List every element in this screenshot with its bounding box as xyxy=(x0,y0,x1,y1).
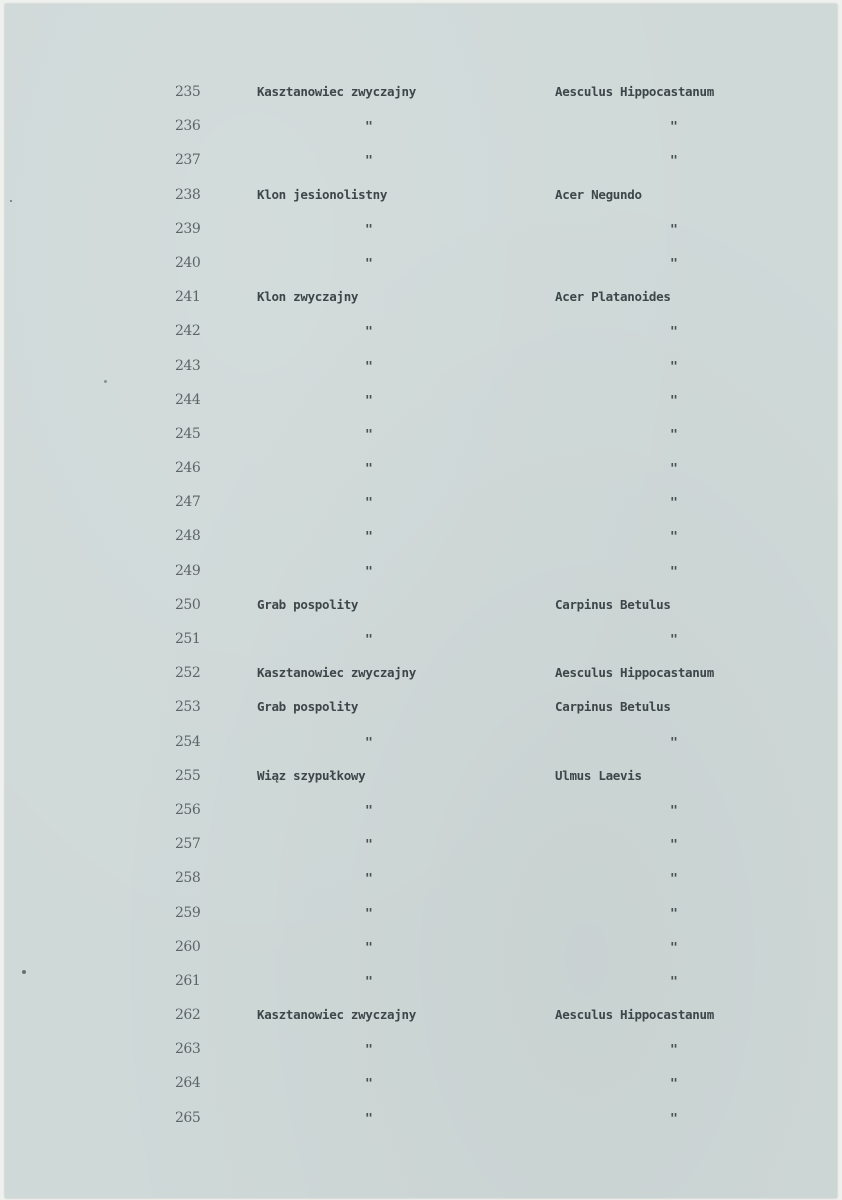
table-row xyxy=(5,563,837,597)
entry-number: 250 xyxy=(175,596,201,613)
ditto-mark: " xyxy=(670,1043,678,1059)
ditto-mark: " xyxy=(670,906,678,922)
ditto-mark: " xyxy=(670,735,678,751)
ditto-mark: " xyxy=(670,1077,678,1093)
table-row xyxy=(5,152,837,186)
ditto-mark: " xyxy=(670,872,678,888)
table-row xyxy=(5,973,837,1007)
ditto-mark: " xyxy=(670,496,678,512)
entry-number: 252 xyxy=(175,665,201,682)
ditto-mark: " xyxy=(670,427,678,443)
ditto-mark: " xyxy=(365,974,373,990)
polish-name: Kasztanowiec zwyczajny xyxy=(257,84,416,99)
margin-speck xyxy=(104,380,107,383)
entry-number: 246 xyxy=(175,460,201,477)
entry-number: 258 xyxy=(175,870,201,887)
ditto-mark: " xyxy=(670,633,678,648)
latin-name: Carpinus Betulus xyxy=(555,596,671,612)
ditto-mark: " xyxy=(365,359,373,375)
ditto-mark: " xyxy=(365,1043,373,1059)
ditto-mark: " xyxy=(365,154,373,170)
table-row xyxy=(5,939,837,973)
entry-number: 235 xyxy=(175,84,201,100)
entry-number: 253 xyxy=(175,699,201,716)
polish-name: Kasztanowiec zwyczajny xyxy=(257,1007,416,1023)
table-row xyxy=(5,1041,837,1075)
ditto-mark: " xyxy=(365,222,373,238)
ditto-mark: " xyxy=(365,496,373,512)
table-row xyxy=(5,905,837,939)
entry-number: 260 xyxy=(175,938,201,955)
latin-name: Aesculus Hippocastanum xyxy=(555,1007,714,1023)
entry-number: 244 xyxy=(175,391,201,408)
table-row xyxy=(5,597,837,631)
entry-number: 256 xyxy=(175,801,201,818)
table-row xyxy=(5,734,837,768)
ditto-mark: " xyxy=(670,393,678,409)
table-row xyxy=(5,1075,837,1109)
ditto-mark: " xyxy=(365,256,373,272)
table-row xyxy=(5,289,837,323)
polish-name: Wiąz szypułkowy xyxy=(257,767,366,783)
ditto-mark: " xyxy=(365,462,373,478)
ditto-mark: " xyxy=(365,803,373,819)
ditto-mark: " xyxy=(670,1111,678,1127)
table-row xyxy=(5,460,837,494)
latin-name: Aesculus Hippocastanum xyxy=(555,84,714,99)
ditto-mark: " xyxy=(670,256,678,272)
latin-name: Ulmus Laevis xyxy=(555,767,642,783)
entry-number: 254 xyxy=(175,733,201,750)
table-row xyxy=(5,836,837,870)
ditto-mark: " xyxy=(670,803,678,819)
polish-name: Kasztanowiec zwyczajny xyxy=(257,665,416,681)
polish-name: Klon zwyczajny xyxy=(257,289,359,305)
ditto-mark: " xyxy=(365,1077,373,1093)
table-row xyxy=(5,870,837,904)
ditto-mark: " xyxy=(365,906,373,922)
ditto-mark: " xyxy=(670,564,678,580)
latin-name: Acer Platanoides xyxy=(555,289,671,305)
table-row xyxy=(5,494,837,528)
ditto-mark: " xyxy=(365,564,373,580)
ditto-mark: " xyxy=(365,735,373,751)
ditto-mark: " xyxy=(365,838,373,854)
table-row xyxy=(5,802,837,836)
ditto-mark: " xyxy=(365,530,373,546)
table-row xyxy=(5,358,837,392)
entry-number: 251 xyxy=(175,631,201,647)
entry-number: 242 xyxy=(175,323,201,340)
ditto-mark: " xyxy=(670,325,678,341)
entry-number: 257 xyxy=(175,836,201,853)
table-row xyxy=(5,426,837,460)
ditto-mark: " xyxy=(365,325,373,341)
table-row xyxy=(5,1110,837,1144)
entry-number: 238 xyxy=(175,186,201,203)
ditto-mark: " xyxy=(365,940,373,956)
table-row xyxy=(5,1007,837,1041)
ditto-mark: " xyxy=(365,393,373,409)
ditto-mark: " xyxy=(670,974,678,990)
table-row xyxy=(5,528,837,562)
ditto-mark: " xyxy=(365,427,373,443)
margin-speck xyxy=(22,970,26,974)
latin-name: Aesculus Hippocastanum xyxy=(555,665,714,681)
entry-number: 248 xyxy=(175,528,201,545)
ditto-mark: " xyxy=(365,633,373,648)
entry-number: 247 xyxy=(175,494,201,511)
table-row xyxy=(5,392,837,426)
entry-number: 259 xyxy=(175,904,201,921)
polish-name: Grab pospolity xyxy=(257,699,359,715)
ditto-mark: " xyxy=(670,120,678,136)
entry-number: 240 xyxy=(175,254,201,271)
ditto-mark: " xyxy=(670,462,678,478)
entry-number: 255 xyxy=(175,767,201,784)
ditto-mark: " xyxy=(670,154,678,170)
entry-number: 265 xyxy=(175,1109,201,1126)
entry-number: 237 xyxy=(175,152,201,169)
polish-name: Klon jesionolistny xyxy=(257,186,388,202)
entry-number: 243 xyxy=(175,357,201,374)
entry-number: 262 xyxy=(175,1007,201,1024)
table-row xyxy=(5,187,837,221)
entry-number: 239 xyxy=(175,220,201,237)
entry-number: 249 xyxy=(175,562,201,579)
table-row xyxy=(5,323,837,357)
ditto-mark: " xyxy=(365,1111,373,1127)
entry-number: 261 xyxy=(175,972,201,989)
ditto-mark: " xyxy=(670,359,678,375)
polish-name: Grab pospolity xyxy=(257,596,359,612)
table-row xyxy=(5,221,837,255)
ditto-mark: " xyxy=(670,838,678,854)
tree-list xyxy=(5,84,837,1144)
table-row xyxy=(5,699,837,733)
entry-number: 245 xyxy=(175,425,201,442)
ditto-mark: " xyxy=(365,120,373,136)
ditto-mark: " xyxy=(365,872,373,888)
latin-name: Acer Negundo xyxy=(555,186,642,202)
ditto-mark: " xyxy=(670,222,678,238)
margin-speck xyxy=(10,200,12,202)
table-row xyxy=(5,631,837,665)
ditto-mark: " xyxy=(670,530,678,546)
entry-number: 241 xyxy=(175,289,201,306)
ditto-mark: " xyxy=(670,940,678,956)
table-row xyxy=(5,255,837,289)
typed-document-page xyxy=(5,4,837,1198)
entry-number: 236 xyxy=(175,118,201,135)
table-row xyxy=(5,665,837,699)
table-row xyxy=(5,84,837,118)
table-row xyxy=(5,768,837,802)
table-row xyxy=(5,118,837,152)
latin-name: Carpinus Betulus xyxy=(555,699,671,715)
entry-number: 264 xyxy=(175,1075,201,1092)
entry-number: 263 xyxy=(175,1041,201,1058)
